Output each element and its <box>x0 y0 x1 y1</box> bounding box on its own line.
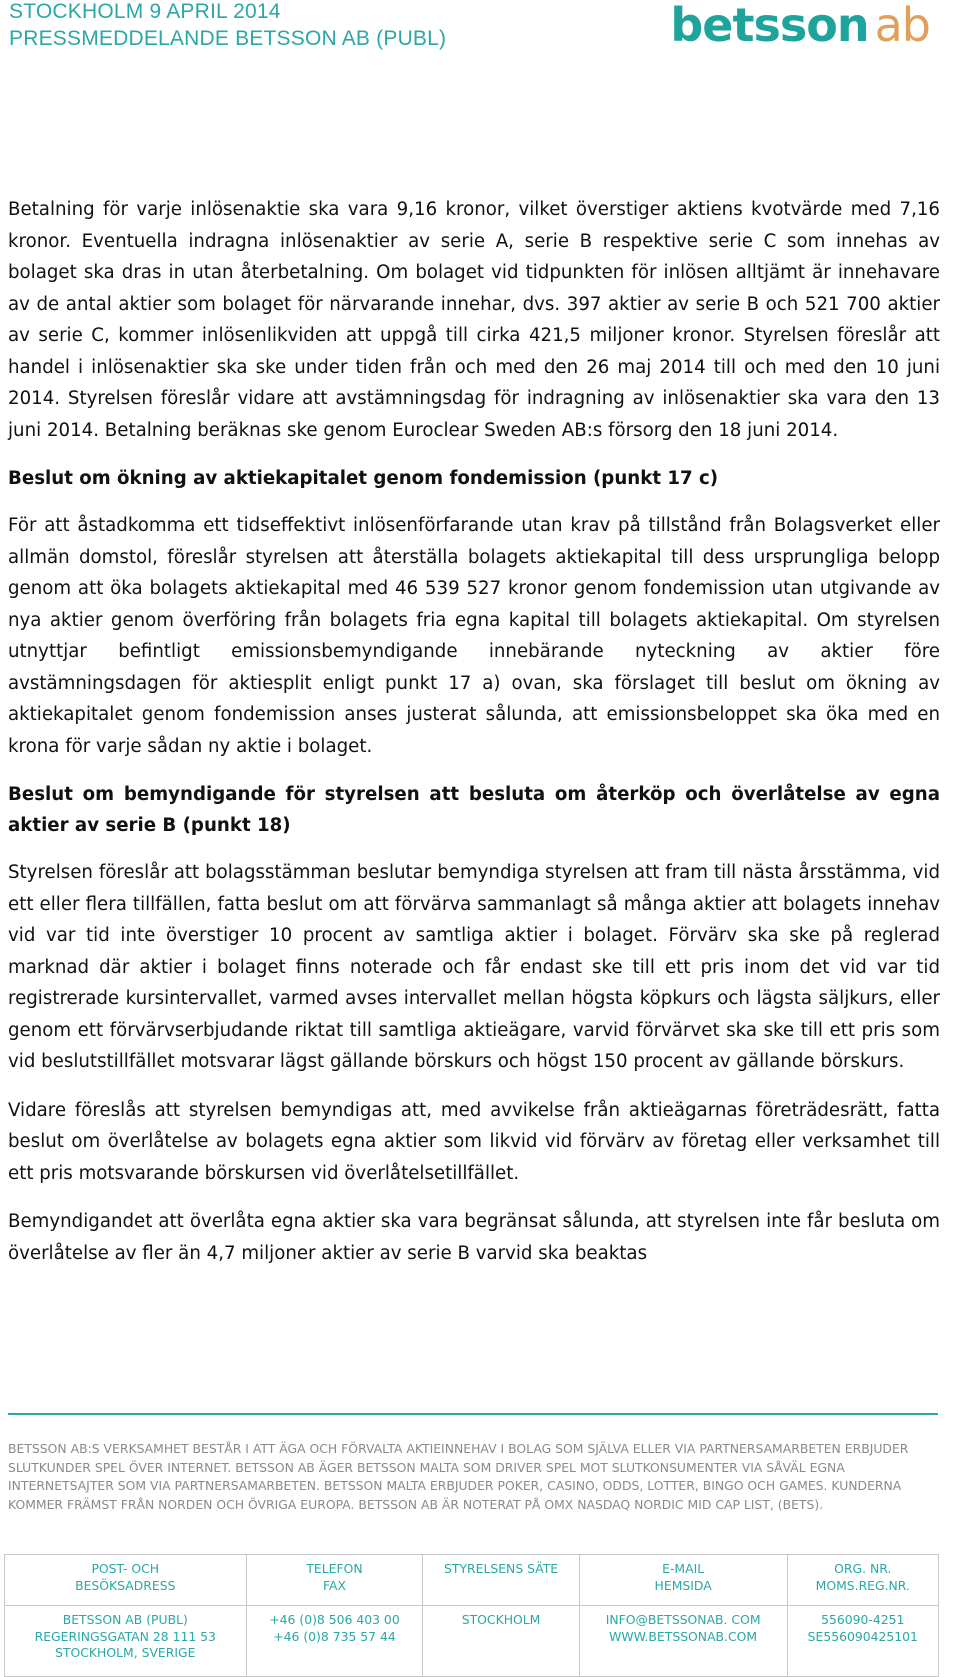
page-header <box>0 0 960 70</box>
value-text: STOCKHOLM <box>461 1612 541 1627</box>
contact-table <box>4 1554 939 1677</box>
contact-header-org <box>787 1555 938 1606</box>
value-text: WWW.BETSSONAB.COM <box>609 1628 758 1644</box>
header-text: TELEFON <box>306 1561 363 1576</box>
header-text: BESÖKSADRESS <box>75 1577 176 1593</box>
footer-divider <box>8 1413 938 1415</box>
header-text: ORG. NR. <box>834 1561 892 1576</box>
contact-value-seat <box>423 1606 579 1677</box>
value-text: +46 (0)8 735 57 44 <box>273 1628 396 1644</box>
value-text: STOCKHOLM, SVERIGE <box>55 1645 196 1660</box>
header-text: E-MAIL <box>662 1561 705 1576</box>
contact-value-address <box>5 1606 247 1677</box>
contact-value-email <box>579 1606 787 1677</box>
contact-header-email <box>579 1555 787 1606</box>
contact-header-seat <box>423 1555 579 1606</box>
paragraph-bonus-issue: För att åstadkomma ett tidseffektivt inlösenförfarande utan krav på tillstånd från Bolagsverket eller allmän domstol, föreslår styrelsen att återställa bolagets aktiekapital till dess ursprungliga belopp genom att öka bolagets aktiekapital med 46 539 527 kronor genom fondemission utan utgivande av nya aktier genom överföring från bolagets fria egna kapital till bolagets aktiekapital. Om styrelsen utnyttjar befintligt emissionsbemyndigande innebärande nyteckning av aktier före avstämningsdagen för aktiesplit enligt punkt 17 a) ovan, ska förslaget till beslut om ökning av aktiekapitalet genom fondemission anses justerat sålunda, att emissionsbeloppet ska öka med en krona för varje sådan ny aktie i bolaget. <box>8 515 940 757</box>
contact-header-address <box>5 1555 247 1606</box>
header-text: FAX <box>323 1577 346 1593</box>
dateline: STOCKHOLM 9 APRIL 2014 <box>9 0 281 23</box>
paragraph-buyback: Styrelsen föreslår att bolagsstämman beslutar bemyndiga styrelsen att fram till nästa årsstämma, vid ett eller flera tillfällen, fatta beslut om att förvärva sammanlagt så många aktier att bolagets innehav vid var tid inte överstiger 10 procent av samtliga aktier i bolaget. Förvärv ska ske på reglerad marknad där aktier i bolaget finns noterade och får endast ske till ett pris inom det vid var tid registrerade kursintervallet, varmed avses intervallet mellan högsta köpkurs och lägsta säljkurs, eller genom ett förvärvserbjudande riktat till samtliga aktieägare, varvid förvärvet ska ske till ett pris som vid beslutstillfället motsvarar lägst gällande börskurs och högst 150 procent av gällande börskurs. <box>8 862 940 1072</box>
header-text: HEMSIDA <box>654 1577 712 1593</box>
logo-suffix: ab <box>874 0 930 52</box>
header-text: STYRELSENS SÄTE <box>444 1561 559 1576</box>
value-text: REGERINGSGATAN 28 111 53 <box>34 1628 216 1644</box>
header-text: POST- OCH <box>91 1561 160 1576</box>
company-description: BETSSON AB:S VERKSAMHET BESTÅR I ATT ÄGA OCH FÖRVALTA AKTIEINNEHAV I BOLAG SOM SJÄLVA ELLER VIA PARTNERSAMARBETEN ERBJUDER SLUTKUNDER SPEL ÖVER INTERNET. BETSSON AB ÄGER BETSSON MALTA SOM DRIVER SPEL MOT SLUTKONSUMENTER VIA SÅVÄL EGNA INTERNETSAJTER SOM VIA PARTNERSAMARBETEN. BETSSON MALTA ERBJUDER POKER, CASINO, ODDS, LOTTER, BINGO OCH GAMES. KUNDERNA KOMMER FRÄMST FRÅN NORDEN OCH ÖVRIGA EUROPA. BETSSON AB ÄR NOTERAT PÅ OMX NASDAQ NORDIC MID CAP LIST, (BETS). <box>8 1441 909 1512</box>
heading-buyback-authorization: Beslut om bemyndigande för styrelsen att besluta om återköp och överlåtelse av egna aktier av serie B (punkt 18) <box>8 784 940 836</box>
document-body <box>8 194 940 1286</box>
paragraph-transfer-limit: Bemyndigandet att överlåta egna aktier ska vara begränsat sålunda, att styrelsen inte får besluta om överlåtelse av fler än 4,7 miljoner aktier av serie B varvid ska beaktas <box>8 1211 940 1264</box>
contact-value-phone <box>246 1606 423 1677</box>
logo-brand: betsson <box>670 0 869 52</box>
contact-table-value-row <box>5 1606 939 1677</box>
contact-table-header-row <box>5 1555 939 1606</box>
press-release-label: PRESSMEDDELANDE BETSSON AB (PUBL) <box>9 27 447 50</box>
header-text: MOMS.REG.NR. <box>815 1577 910 1593</box>
value-text: BETSSON AB (PUBL) <box>62 1612 188 1627</box>
value-text: INFO@BETSSONAB. COM <box>605 1612 761 1627</box>
contact-value-org <box>787 1606 938 1677</box>
value-text: SE556090425101 <box>807 1628 918 1644</box>
paragraph-transfer: Vidare föreslås att styrelsen bemyndigas att, med avvikelse från aktieägarnas företrädesrätt, fatta beslut om överlåtelse av bolagets egna aktier som likvid vid förvärv av företag eller verksamhet till ett pris motsvarande börskursen vid överlåtelsetillfället. <box>8 1099 940 1184</box>
contact-header-phone <box>246 1555 423 1606</box>
value-text: +46 (0)8 506 403 00 <box>269 1612 400 1627</box>
paragraph-payment: Betalning för varje inlösenaktie ska vara 9,16 kronor, vilket överstiger aktiens kvotvärde med 7,16 kronor. Eventuella indragna inlösenaktier av serie A, serie B respektive serie C som innehas av bolaget ska dras in utan återbetalning. Om bolaget vid tidpunkten för inlösen alltjämt är innehavare av de antal aktier som bolaget för närvarande innehar, dvs. 397 aktier av serie B och 521 700 aktier av serie C, kommer inlösenlikviden att uppgå till cirka 421,5 miljoner kronor. Styrelsen föreslår att handel i inlösenaktier ska ske under tiden från och med den 26 maj 2014 till och med den 10 juni 2014. Styrelsen föreslår vidare att avstämningsdag för indragning av inlösenaktier ska vara den 13 juni 2014. Betalning beräknas ske genom Euroclear Sweden AB:s försorg den 18 juni 2014. <box>8 199 940 441</box>
heading-bonus-issue: Beslut om ökning av aktiekapitalet genom fondemission (punkt 17 c) <box>8 468 719 489</box>
betsson-logo <box>670 0 930 52</box>
value-text: 556090-4251 <box>821 1612 905 1627</box>
